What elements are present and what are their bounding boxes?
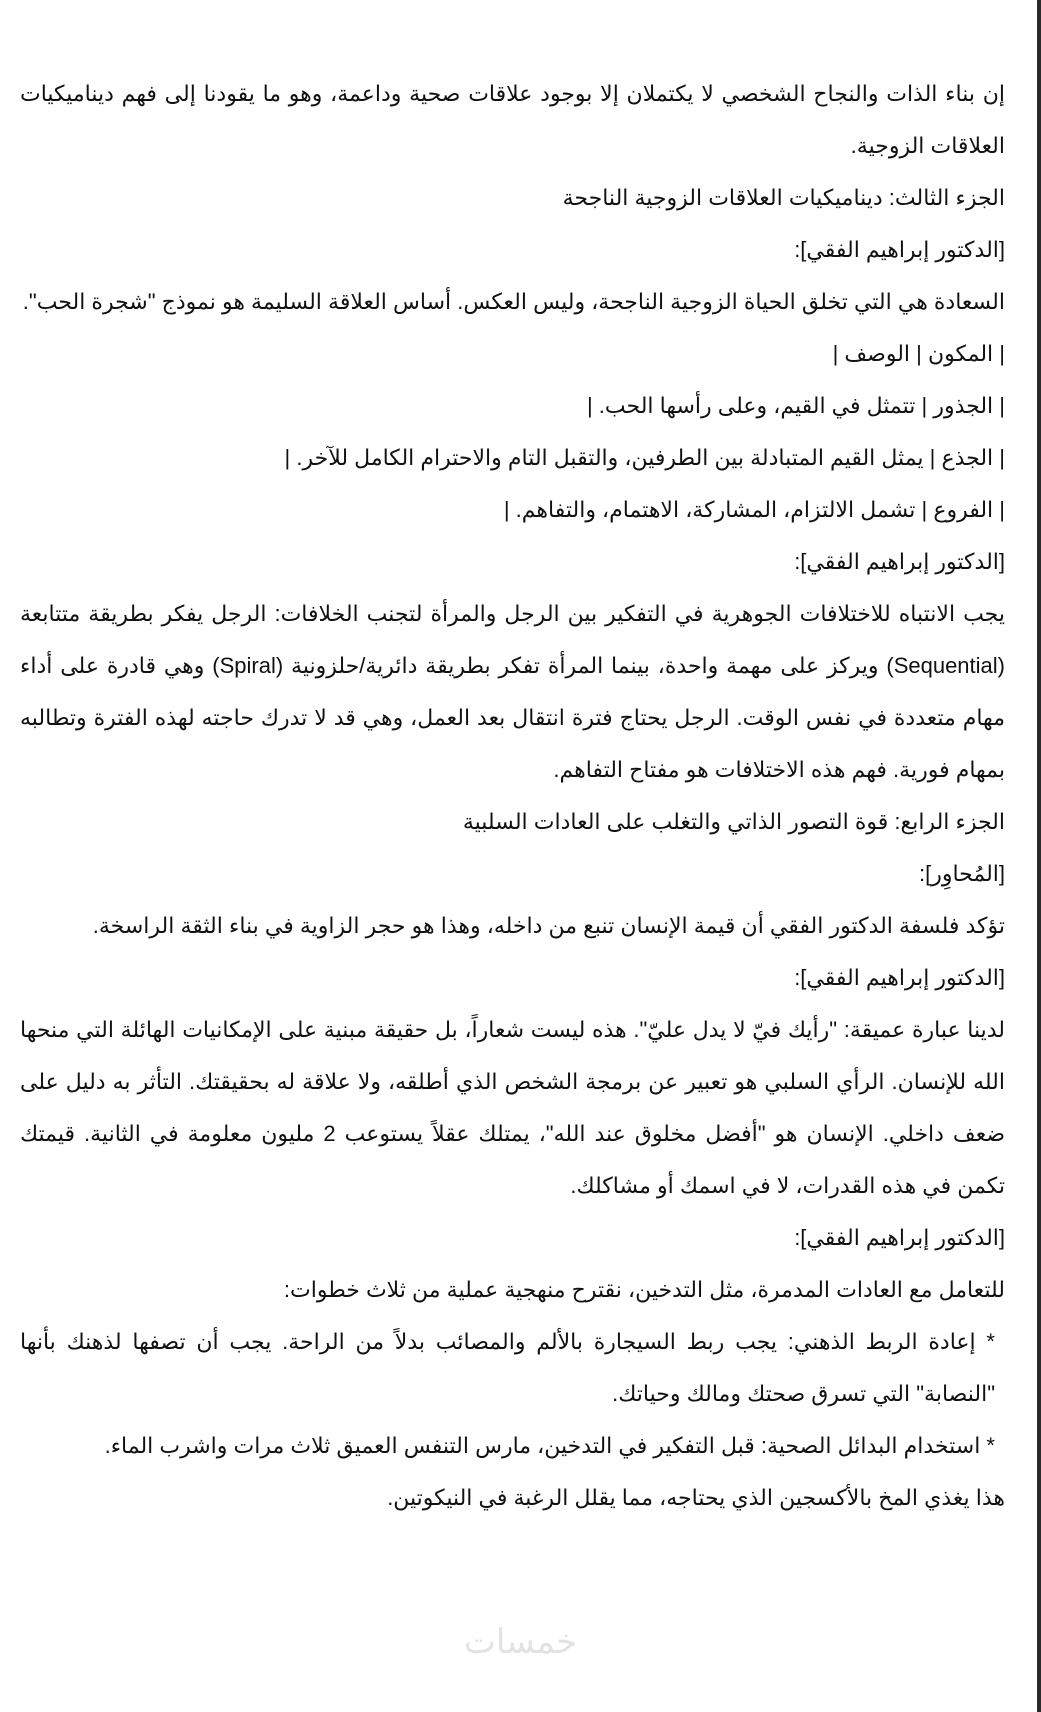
table-row-header: | المكون | الوصف | xyxy=(832,341,1005,366)
section-heading-part-three: الجزء الثالث: ديناميكيات العلاقات الزوجية الناجحة xyxy=(562,185,1005,210)
paragraph-love-tree: السعادة هي التي تخلق الحياة الزوجية الناجحة، وليس العكس. أساس العلاقة السليمة هو نموذج "شجرة الحب". xyxy=(22,289,1005,314)
document-body xyxy=(20,68,1005,1524)
paragraph-habits-intro: للتعامل مع العادات المدمرة، مثل التدخين، نقترح منهجية عملية من ثلاث خطوات: xyxy=(283,1277,1005,1302)
speaker-label: [الدكتور إبراهيم الفقي]: xyxy=(794,549,1005,574)
paragraph-oxygen: هذا يغذي المخ بالأكسجين الذي يحتاجه، مما يقلل الرغبة في النيكوتين. xyxy=(387,1485,1005,1510)
paragraph-opinion-quote: لدينا عبارة عميقة: "رأيك فيّ لا يدل عليّ". هذه ليست شعاراً، بل حقيقة مبنية على الإمكانيات الهائلة التي منحها الله للإنسان. الرأي السلبي هو تعبير عن برمجة الشخص الذي أطلقه، ولا علاقة له بحقيقتك. التأثر به دليل على ضعف داخلي. الإنسان هو "أفضل مخلوق عند الله"، يمتلك عقلاً يستوعب 2 مليون معلومة في الثانية. قيمتك تكمن في هذه القدرات، لا في اسمك أو مشاكلك. xyxy=(20,1017,1005,1198)
section-heading-part-four: الجزء الرابع: قوة التصور الذاتي والتغلب على العادات السلبية xyxy=(462,809,1005,834)
speaker-label: [الدكتور إبراهيم الفقي]: xyxy=(794,237,1005,262)
list-item-mental-relink: * إعادة الربط الذهني: يجب ربط السيجارة بالألم والمصائب بدلاً من الراحة. يجب أن تصفها لذهنك بأنها "النصابة" التي تسرق صحتك ومالك وحياتك. xyxy=(20,1329,995,1406)
table-row-trunk: | الجذع | يمثل القيم المتبادلة بين الطرفين، والتقبل التام والاحترام الكامل للآخر. | xyxy=(284,445,1005,470)
table-row-roots: | الجذور | تتمثل في القيم، وعلى رأسها الحب. | xyxy=(586,393,1005,418)
speaker-label: [الدكتور إبراهيم الفقي]: xyxy=(794,965,1005,990)
interviewer-label: [المُحاوِر]: xyxy=(918,861,1005,886)
paragraph-thinking-differences: يجب الانتباه للاختلافات الجوهرية في التفكير بين الرجل والمرأة لتجنب الخلافات: الرجل يفكر بطريقة متتابعة (Sequential) ويركز على مهمة واحدة، بينما المرأة تفكر بطريقة دائرية/حلزونية (Spiral) وهي قادرة على أداء مهام متعددة في نفس الوقت. الرجل يحتاج فترة انتقال بعد العمل، وهي قد لا تدرك حاجته لهذه الفترة وتطالبه بمهام فورية. فهم هذه الاختلافات هو مفتاح التفاهم. xyxy=(20,601,1005,782)
speaker-label: [الدكتور إبراهيم الفقي]: xyxy=(794,1225,1005,1250)
paragraph-self-value: تؤكد فلسفة الدكتور الفقي أن قيمة الإنسان تنبع من داخله، وهذا هو حجر الزاوية في بناء الثقة الراسخة. xyxy=(92,913,1005,938)
watermark-logo: خمسات xyxy=(463,1622,578,1662)
paragraph-intro: إن بناء الذات والنجاح الشخصي لا يكتملان إلا بوجود علاقات صحية وداعمة، وهو ما يقودنا إلى فهم ديناميكيات العلاقات الزوجية. xyxy=(20,81,1005,158)
list-item-healthy-alternatives: * استخدام البدائل الصحية: قبل التفكير في التدخين، مارس التنفس العميق ثلاث مرات واشرب الماء. xyxy=(104,1433,995,1458)
table-row-branches: | الفروع | تشمل الالتزام، المشاركة، الاهتمام، والتفاهم. | xyxy=(503,497,1005,522)
page-edge xyxy=(1037,0,1041,1712)
